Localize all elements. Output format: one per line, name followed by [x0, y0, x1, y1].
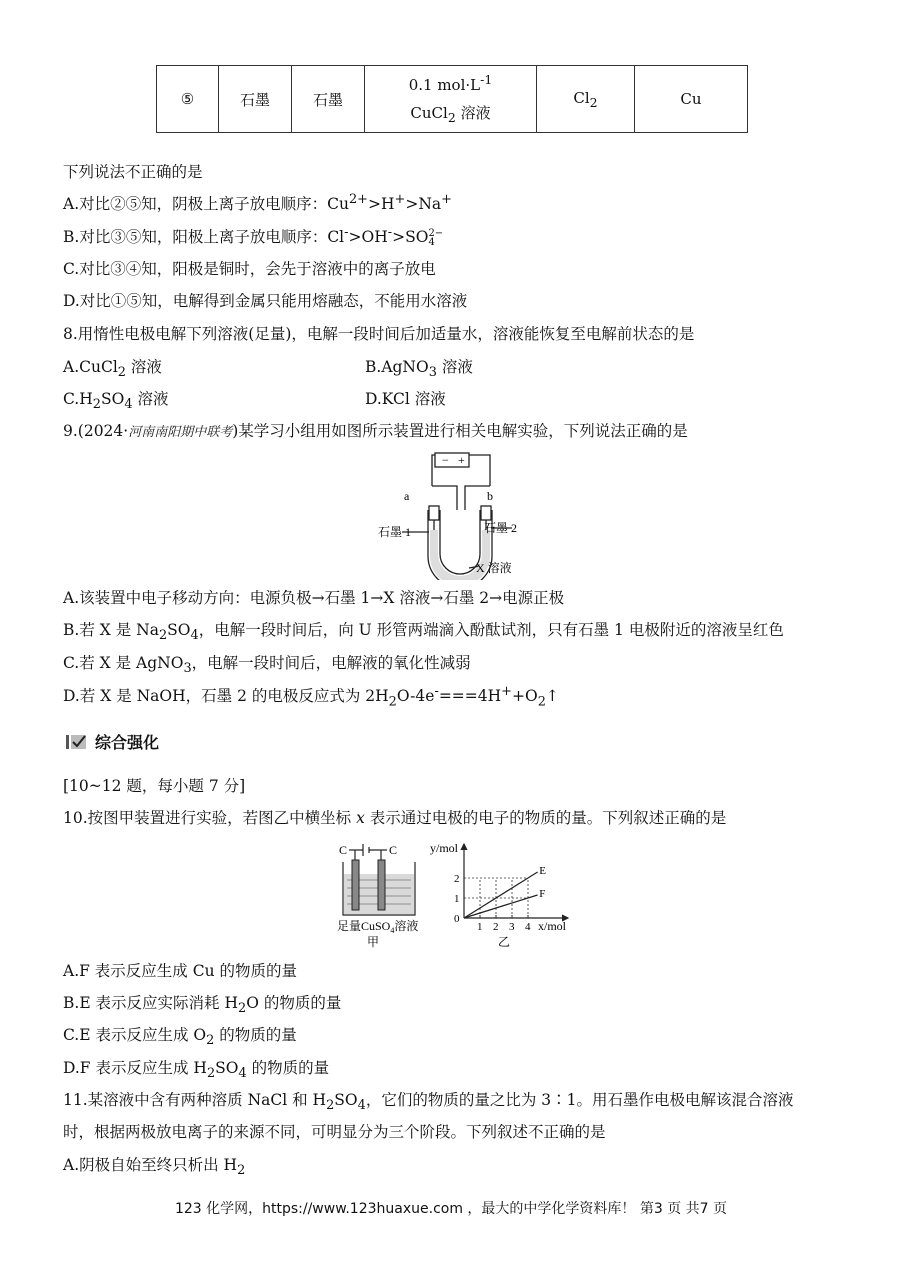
experiment-table — [156, 65, 748, 133]
x-tick-label: 1 — [477, 921, 483, 933]
electrolyte-name: CuCl — [410, 104, 448, 122]
figure-label-yi: 乙 — [498, 935, 511, 949]
electrode-graphite-1 — [429, 506, 439, 520]
q10-option-b: B.E 表示反应实际消耗 $H_2O$ 的物质的量 — [63, 994, 342, 1017]
label-b: b — [487, 489, 493, 503]
q7-stem: 下列说法不正确的是 — [63, 163, 203, 181]
carbon-electrode-left — [352, 860, 359, 910]
q8-option-d: D.KCl 溶液 — [365, 390, 446, 408]
y-tick-label: 0 — [454, 913, 460, 925]
q9-source: 河南南阳期中联考 — [128, 425, 233, 440]
u-tube-inner — [440, 510, 480, 574]
electrode-graphite-2 — [481, 506, 491, 520]
subscript: 2 — [447, 110, 456, 125]
u-tube-figure — [372, 450, 532, 580]
label-c-right: C — [389, 843, 398, 857]
q8-stem: 8.用惰性电极电解下列溶液(足量)，电解一段时间后加适量水，溶液能恢复至电解前状态的是 — [63, 325, 695, 343]
series-line-E — [464, 872, 538, 918]
q7-option-c: C.对比③④知，阳极是铜时，会先于溶液中的离子放电 — [63, 260, 436, 278]
y-tick-label: 2 — [454, 873, 460, 885]
y-tick-label: 1 — [454, 893, 460, 905]
q7-option-d: D.对比①⑤知，电解得到金属只能用熔融态，不能用水溶液 — [63, 292, 468, 310]
section-header — [65, 730, 159, 753]
table-cell-electrolyte — [365, 66, 537, 133]
q8-option-a: A.CuCl$_2$ 溶液 — [63, 358, 162, 381]
q9-stem: 9.(2024·河南南阳期中联考)某学习小组用如图所示装置进行相关电解实验，下列说法正确的是 — [63, 422, 688, 440]
label-graphite-2: 石墨 2 — [484, 521, 518, 535]
x-axis-label: x/mol — [538, 919, 567, 933]
subscript: 2 — [589, 94, 598, 110]
chart-yi — [430, 838, 580, 952]
q10-stem: 10.按图甲装置进行实验，若图乙中横坐标 x 表示通过电极的电子的物质的量。下列叙述正确的是 — [63, 809, 727, 827]
label-a: a — [404, 489, 410, 503]
check-icon — [65, 732, 89, 752]
q8-option-c: $C.H_2SO_4$ 溶液 — [63, 390, 169, 413]
superscript: -1 — [480, 72, 493, 87]
page-footer: 123 化学网，https://www.123huaxue.com ，最大的中学化学资料库！ 第3 页 共7 页 — [174, 1201, 728, 1217]
q7-option-a: A.对比②⑤知，阴极上离子放电顺序：$Cu^{2+}>H^+>Na^+$ — [63, 192, 452, 214]
q10-option-d: D.F 表示反应生成 $H_2SO_4$ 的物质的量 — [63, 1059, 330, 1082]
table-cell-anode-product — [537, 66, 635, 133]
series-label-E: E — [539, 865, 546, 877]
q10-option-a: A.F 表示反应生成 Cu 的物质的量 — [63, 962, 297, 980]
anode-product: Cl — [573, 88, 590, 107]
table-cell-number: ⑤ — [157, 66, 219, 133]
section-score: [10~12 题，每小题 7 分] — [63, 777, 246, 795]
carbon-electrode-right — [378, 860, 385, 910]
table-cell-cathode: 石墨 — [292, 66, 365, 133]
q9-option-d: D.若 X 是 NaOH，石墨 2 的电极反应式为 $2H_2O-4e^-===4H^++O_2↑$ — [63, 684, 559, 710]
plus-sign: + — [458, 453, 465, 467]
q9-option-b: B.若 X 是 $Na_2SO_4$，电解一段时间后，向 U 形管两端滴入酚酞试剂，只有石墨 1 电极附近的溶液呈红色 — [63, 621, 784, 644]
caption-cuso4: 足量CuSO$_4$溶液 — [337, 919, 419, 935]
table-row — [157, 66, 748, 133]
section-title: 综合强化 — [95, 733, 160, 752]
series-line-F — [464, 895, 538, 918]
electrolyte-suffix: 溶液 — [455, 104, 491, 122]
q10-option-c: C.E 表示反应生成 $O_2$ 的物质的量 — [63, 1026, 297, 1049]
series-label-F: F — [539, 888, 546, 900]
electrolyte-concentration: 0.1 mol·L — [408, 76, 481, 94]
table-cell-anode: 石墨 — [219, 66, 292, 133]
q11-stem-line1: 11.某溶液中含有两种溶质 NaCl 和 $H_2SO_4$，它们的物质的量之比为 3∶1。用石墨作电极电解该混合溶液 — [63, 1091, 794, 1114]
q11-stem-line2: 时，根据两极放电离子的来源不同，可明显分为三个阶段。下列叙述不正确的是 — [63, 1123, 606, 1141]
minus-sign: − — [442, 453, 449, 467]
q9-option-a: A.该装置中电子移动方向：电源负极→石墨 1→X 溶液→石墨 2→电源正极 — [63, 589, 565, 607]
figure-label-jia: 甲 — [367, 935, 380, 949]
x-tick-label: 2 — [493, 921, 499, 933]
x-tick-label: 3 — [509, 921, 515, 933]
label-graphite-1: 石墨 1 — [378, 525, 412, 539]
q11-option-a: A.阴极自始至终只析出 $H_2$ — [63, 1156, 246, 1179]
y-axis-label: y/mol — [430, 841, 459, 855]
label-c-left: C — [339, 843, 348, 857]
x-tick-label: 4 — [525, 921, 531, 933]
table-cell-cathode-product: Cu — [635, 66, 748, 133]
q8-option-b: B.AgNO$_3$ 溶液 — [365, 358, 473, 381]
electrolysis-cell-figure — [335, 840, 430, 952]
q7-option-b: B.对比③⑤知，阳极上离子放电顺序：Cl->OH->SO2− 4 — [63, 225, 444, 249]
label-x-solution: X 溶液 — [476, 561, 512, 575]
q9-option-c: C.若 X 是 AgNO$_3$，电解一段时间后，电解液的氧化性减弱 — [63, 654, 471, 677]
